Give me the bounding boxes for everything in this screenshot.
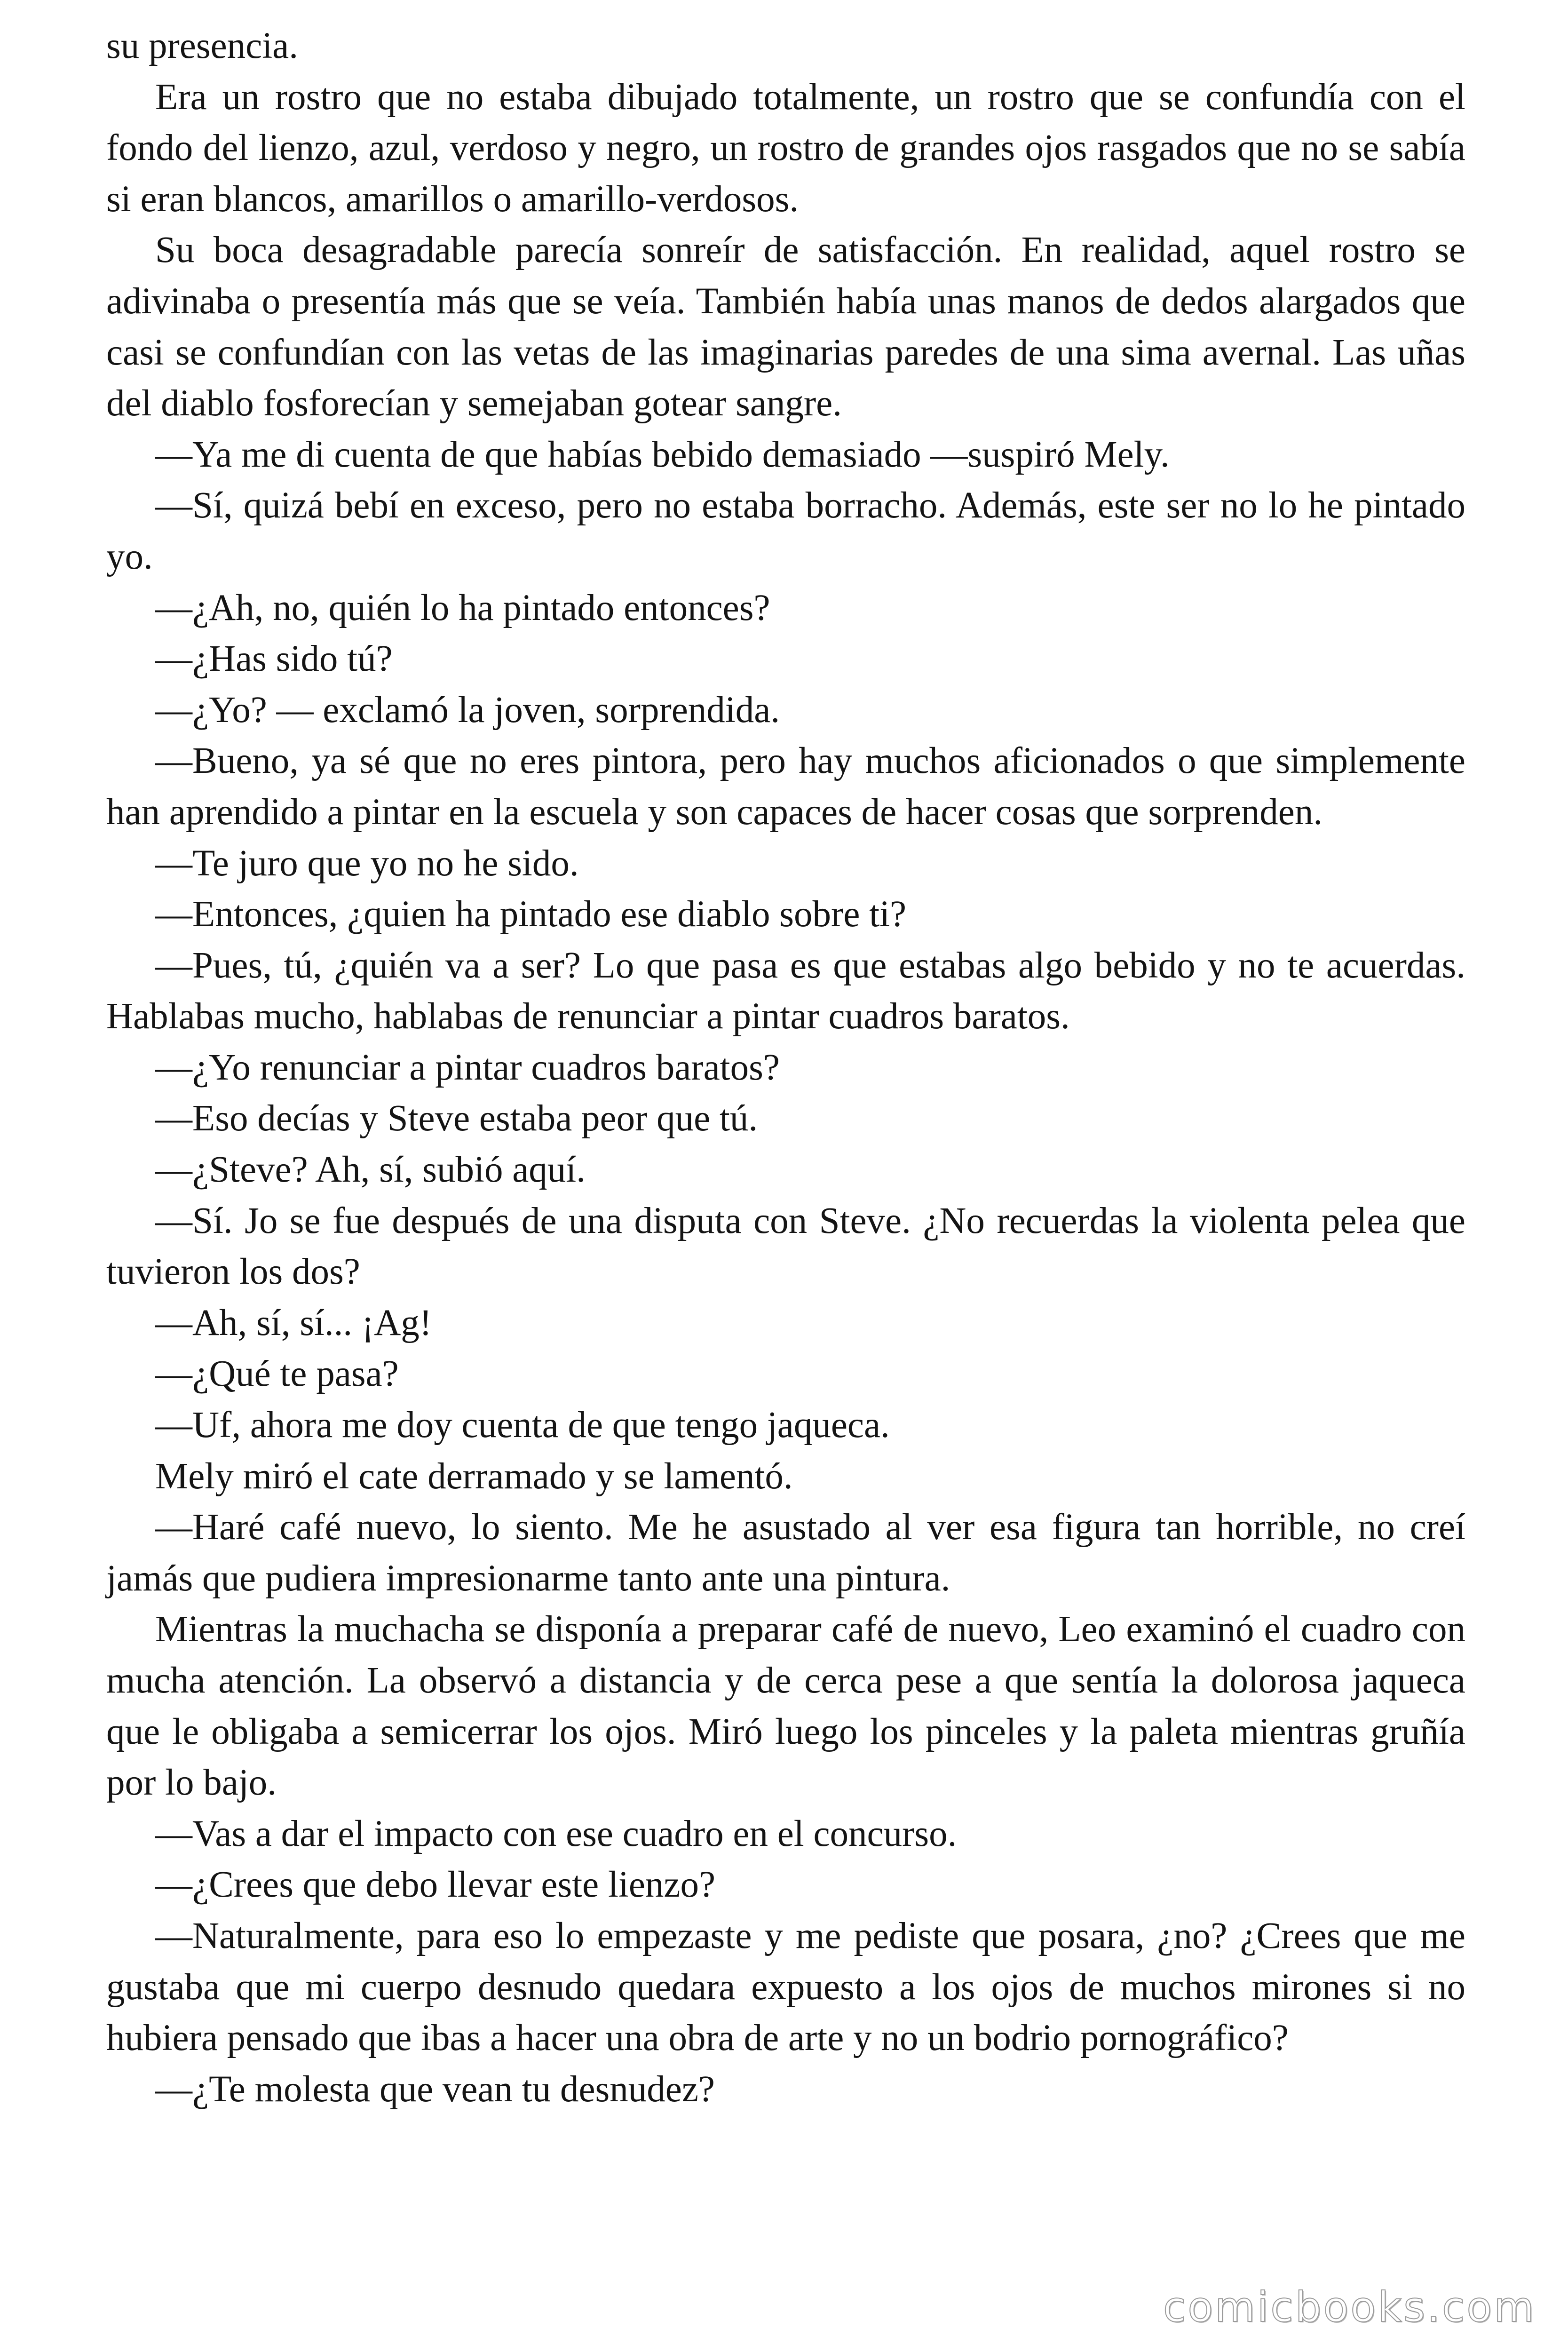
dialogue-line: —¿Crees que debo llevar este lienzo? (155, 1864, 716, 1906)
dialogue-line: —Sí, quizá bebí en exceso, pero no estaba borracho. Además, este ser no lo he pintado yo. (106, 485, 1465, 577)
paragraph: Era un rostro que no estaba dibujado totalmente, un rostro que se confundía con el fondo del lienzo, azul, verdoso y negro, un rostro de grandes ojos rasgados que no se sabía si eran blancos, amarillos o amarillo-verdosos. (106, 76, 1465, 220)
book-page-text (106, 21, 1465, 2115)
dialogue-line: —¿Has sido tú? (155, 638, 393, 680)
paragraph: Mely miró el cate derramado y se lamentó. (155, 1455, 793, 1497)
dialogue-line: —¿Qué te pasa? (155, 1353, 399, 1395)
dialogue-line: —Sí. Jo se fue después de una disputa con Steve. ¿No recuerdas la violenta pelea que tuvieron los dos? (106, 1200, 1465, 1293)
dialogue-line: —Entonces, ¿quien ha pintado ese diablo sobre ti? (155, 894, 907, 935)
dialogue-line: —Uf, ahora me doy cuenta de que tengo jaqueca. (155, 1405, 890, 1446)
dialogue-line: —¿Yo? — exclamó la joven, sorprendida. (155, 689, 780, 731)
dialogue-line: —Ah, sí, sí... ¡Ag! (155, 1302, 432, 1343)
paragraph: Mientras la muchacha se disponía a preparar café de nuevo, Leo examinó el cuadro con mucha atención. La observó a distancia y de cerca pese a que sentía la dolorosa jaqueca que le obligaba a semicerrar los ojos. Miró luego los pinceles y la paleta mientras gruñía por lo bajo. (106, 1609, 1465, 1804)
dialogue-line: —Eso decías y Steve estaba peor que tú. (155, 1098, 758, 1139)
dialogue-line: —Haré café nuevo, lo siento. Me he asustado al ver esa figura tan horrible, no creí jamás que pudiera impresionarme tanto ante una pintura. (106, 1507, 1465, 1599)
dialogue-line: —¿Yo renunciar a pintar cuadros baratos? (155, 1047, 780, 1088)
dialogue-line: —Pues, tú, ¿quién va a ser? Lo que pasa es que estabas algo bebido y no te acuerdas. Hablabas mucho, hablabas de renunciar a pintar cuadros baratos. (106, 945, 1465, 1037)
dialogue-line: —Naturalmente, para eso lo empezaste y me pediste que posara, ¿no? ¿Crees que me gustaba que mi cuerpo desnudo quedara expuesto a los ojos de muchos mirones si no hubiera pensado que ibas a hacer una obra de arte y no un bodrio pornográfico? (106, 1915, 1465, 2059)
dialogue-line: —¿Steve? Ah, sí, subió aquí. (155, 1149, 586, 1191)
dialogue-line: —¿Ah, no, quién lo ha pintado entonces? (155, 587, 770, 628)
dialogue-line: —Vas a dar el impacto con ese cuadro en el concurso. (155, 1813, 957, 1854)
dialogue-line: —Ya me di cuenta de que habías bebido demasiado —suspiró Mely. (155, 434, 1170, 475)
dialogue-line: —Te juro que yo no he sido. (155, 842, 579, 884)
dialogue-line: —¿Te molesta que vean tu desnudez? (155, 2068, 715, 2110)
watermark: comicbooks.com (1163, 2283, 1536, 2331)
dialogue-line: —Bueno, ya sé que no eres pintora, pero hay muchos aficionados o que simplemente han aprendido a pintar en la escuela y son capaces de hacer cosas que sorprenden. (106, 740, 1465, 833)
paragraph: Su boca desagradable parecía sonreír de satisfacción. En realidad, aquel rostro se adivinaba o presentía más que se veía. También había unas manos de dedos alargados que casi se confundían con las vetas de las imaginarias paredes de una sima avernal. Las uñas del diablo fosforecían y semejaban gotear sangre. (106, 230, 1465, 424)
paragraph: su presencia. (106, 25, 298, 66)
